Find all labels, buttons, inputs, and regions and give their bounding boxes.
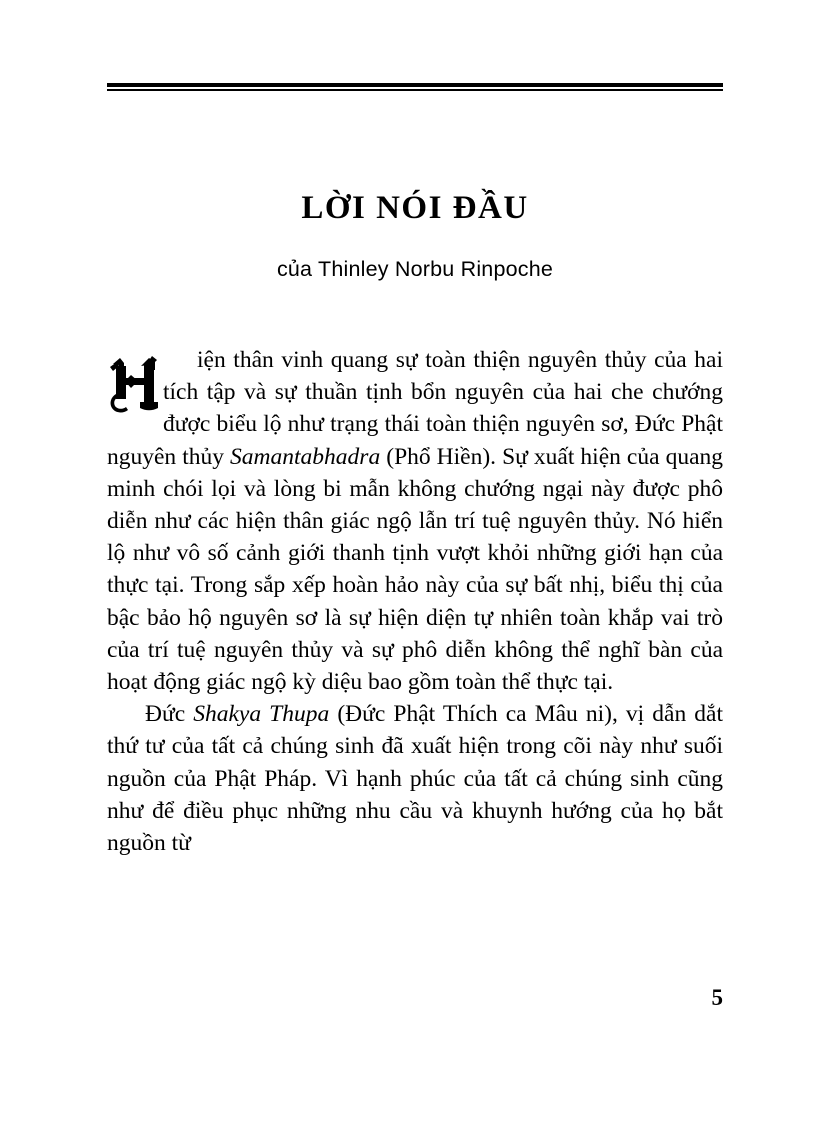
header-rule-thin-line [107, 89, 723, 91]
paragraph-2 [107, 698, 723, 859]
page-subtitle: của Thinley Norbu Rinpoche [276, 257, 554, 282]
body-text-block [107, 344, 723, 859]
paragraph-1 [107, 344, 723, 698]
paragraph-1-rest-text: (Phổ Hiền). Sự xuất hiện của quang minh chói lọi và lòng bi mẫn không chướng ngại này được phô diễn như các hiện thân giác ngộ lẫn trí tuệ nguyên thủy. Nó hiển lộ như vô số cảnh giới thanh tịnh vượt khỏi những giới hạn của thực tại. Trong sắp xếp hoàn hảo này của sự bất nhị, biểu thị của bậc bảo hộ nguyên sơ là sự hiện diện tự nhiên toàn khắp vai trò của trí tuệ nguyên thủy và sự phô diễn không thể nghĩ bàn của hoạt động giác ngộ kỳ diệu bao gồm toàn thể thực tại. [107, 443, 724, 696]
paragraph-2-rest-text: (Đức Phật Thích ca Mâu ni), vị dẫn dắt thứ tư của tất cả chúng sinh đã xuất hiện trong cõi này như suối nguồn của Phật Pháp. Vì hạnh phúc của tất cả chúng sinh cũng như để điều phục những nhu cầu và khuynh hướng của họ bắt nguồn từ [107, 701, 724, 857]
paragraph-2-lead-text: Đức [145, 701, 194, 728]
page-number: 5 [711, 985, 723, 1010]
header-double-rule [107, 83, 723, 91]
dropcap-letter-h [107, 350, 161, 416]
title-block [107, 190, 723, 283]
paragraph-1-lead-text: iện thân vinh quang sự toàn thiện nguyên thủy của hai tích tập và sự thuần tịnh bổn nguyên của hai che chướng được biểu lộ như trạng thái toàn thiện nguyên sơ, Đức Phật nguyên thủy [107, 347, 723, 470]
paragraph-2-italic-term: Shakya Thupa [193, 701, 330, 728]
paragraph-1-italic-term: Samantabhadra [230, 443, 381, 470]
page-title: LỜI NÓI ĐẦU [301, 190, 529, 226]
